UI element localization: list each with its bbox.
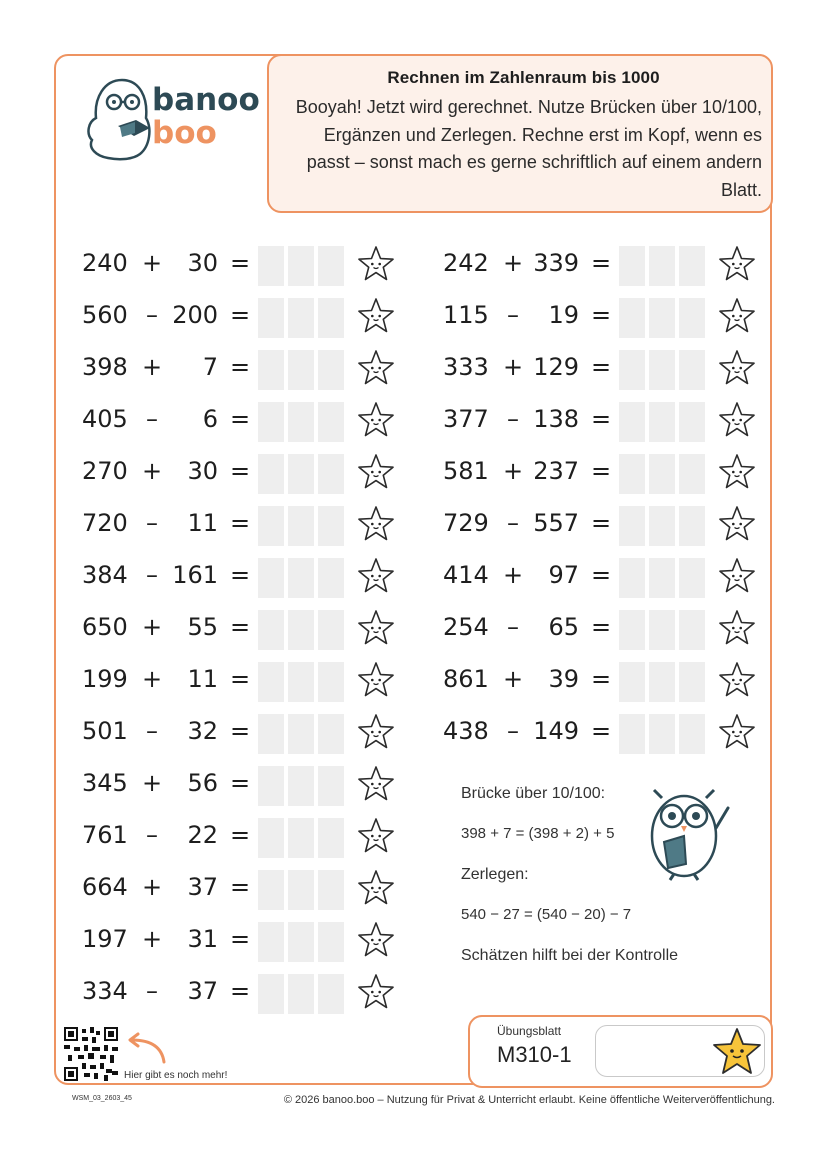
answer-cell-tens[interactable]	[288, 506, 314, 546]
answer-cell-hundreds[interactable]	[619, 506, 645, 546]
equals-sign: =	[591, 405, 612, 433]
answer-cell-tens[interactable]	[649, 558, 675, 598]
answer-cells	[258, 350, 344, 390]
operator: +	[141, 249, 163, 277]
split-hint-title: Zerlegen:	[461, 866, 529, 883]
operand-b: 56	[187, 769, 218, 797]
answer-cell-ones[interactable]	[318, 870, 344, 910]
answer-cell-ones[interactable]	[318, 714, 344, 754]
operand-a: 405	[82, 405, 128, 433]
answer-cell-hundreds[interactable]	[258, 246, 284, 286]
answer-cell-tens[interactable]	[288, 610, 314, 650]
star-check-icon[interactable]	[356, 972, 396, 1012]
operand-b: 11	[187, 665, 218, 693]
estimate-hint: Schätzen hilft bei der Kontrolle	[461, 947, 679, 964]
operand-a: 720	[82, 509, 128, 537]
answer-cell-tens[interactable]	[649, 714, 675, 754]
star-check-icon[interactable]	[717, 452, 757, 492]
answer-cells	[619, 506, 705, 546]
operator: –	[146, 301, 158, 329]
answer-cells	[619, 662, 705, 702]
operand-b: 22	[187, 821, 218, 849]
answer-cell-hundreds[interactable]	[258, 662, 284, 702]
equals-sign: =	[591, 561, 612, 589]
equals-sign: =	[591, 457, 612, 485]
answer-cell-ones[interactable]	[679, 246, 705, 286]
equals-sign: =	[591, 249, 612, 277]
equals-sign: =	[230, 613, 251, 641]
answer-cells	[619, 558, 705, 598]
answer-cells	[258, 298, 344, 338]
answer-cells	[258, 402, 344, 442]
operator: +	[141, 457, 163, 485]
answer-cells	[258, 766, 344, 806]
answer-cells	[258, 454, 344, 494]
operand-a: 729	[443, 509, 489, 537]
instructions-box	[267, 54, 773, 213]
answer-cell-ones[interactable]	[679, 350, 705, 390]
answer-cell-tens[interactable]	[649, 350, 675, 390]
operator: –	[146, 509, 158, 537]
star-check-icon[interactable]	[356, 296, 396, 336]
answer-cell-tens[interactable]	[649, 246, 675, 286]
operand-b: 30	[187, 249, 218, 277]
answer-cell-tens[interactable]	[649, 610, 675, 650]
operand-b: 557	[533, 509, 579, 537]
operand-a: 861	[443, 665, 489, 693]
answer-cell-hundreds[interactable]	[258, 714, 284, 754]
operand-a: 384	[82, 561, 128, 589]
operand-a: 398	[82, 353, 128, 381]
operand-b: 129	[533, 353, 579, 381]
equals-sign: =	[230, 717, 251, 745]
answer-cell-hundreds[interactable]	[258, 974, 284, 1014]
operand-a: 334	[82, 977, 128, 1005]
equals-sign: =	[591, 509, 612, 537]
answer-cell-hundreds[interactable]	[258, 558, 284, 598]
operand-a: 199	[82, 665, 128, 693]
bridge-hint-title: Brücke über 10/100:	[461, 785, 606, 802]
equals-sign: =	[230, 353, 251, 381]
answer-cells	[258, 870, 344, 910]
operand-a: 254	[443, 613, 489, 641]
operand-b: 6	[202, 405, 218, 433]
star-check-icon[interactable]	[717, 504, 757, 544]
operator: +	[502, 353, 524, 381]
equals-sign: =	[591, 613, 612, 641]
answer-cell-hundreds[interactable]	[619, 662, 645, 702]
answer-cell-tens[interactable]	[288, 662, 314, 702]
answer-cell-hundreds[interactable]	[619, 610, 645, 650]
star-check-icon[interactable]	[356, 608, 396, 648]
operand-b: 7	[202, 353, 218, 381]
operand-b: 200	[172, 301, 218, 329]
operator: +	[502, 457, 524, 485]
operand-b: 37	[187, 873, 218, 901]
operator: –	[507, 509, 519, 537]
answer-cell-hundreds[interactable]	[619, 350, 645, 390]
operator: –	[507, 613, 519, 641]
operand-b: 149	[533, 717, 579, 745]
worksheet-title: Rechnen im Zahlenraum bis 1000	[387, 68, 660, 87]
answer-cell-hundreds[interactable]	[258, 454, 284, 494]
operand-b: 55	[187, 613, 218, 641]
answer-cell-hundreds[interactable]	[258, 506, 284, 546]
answer-cell-hundreds[interactable]	[258, 402, 284, 442]
star-check-icon[interactable]	[717, 712, 757, 752]
star-check-icon[interactable]	[717, 244, 757, 284]
qr-note: Hier gibt es noch mehr!	[124, 1070, 228, 1081]
answer-cell-ones[interactable]	[318, 402, 344, 442]
operand-b: 39	[548, 665, 579, 693]
answer-cell-ones[interactable]	[679, 662, 705, 702]
operand-a: 197	[82, 925, 128, 953]
answer-cell-ones[interactable]	[679, 714, 705, 754]
equals-sign: =	[230, 405, 251, 433]
answer-cell-tens[interactable]	[288, 246, 314, 286]
star-check-icon[interactable]	[356, 920, 396, 960]
operand-a: 650	[82, 613, 128, 641]
equals-sign: =	[230, 821, 251, 849]
operand-b: 11	[187, 509, 218, 537]
answer-cell-tens[interactable]	[649, 662, 675, 702]
operand-a: 414	[443, 561, 489, 589]
answer-cells	[258, 922, 344, 962]
answer-cells	[258, 558, 344, 598]
equals-sign: =	[230, 769, 251, 797]
answer-cells	[619, 350, 705, 390]
star-check-icon[interactable]	[356, 452, 396, 492]
answer-cell-ones[interactable]	[318, 246, 344, 286]
answer-cell-ones[interactable]	[679, 610, 705, 650]
operand-a: 242	[443, 249, 489, 277]
footer-code: WSM_03_2603_45	[72, 1095, 132, 1102]
operand-b: 237	[533, 457, 579, 485]
brand-line-2: boo	[152, 115, 217, 151]
answer-cell-tens[interactable]	[288, 766, 314, 806]
answer-cell-hundreds[interactable]	[258, 922, 284, 962]
operator: –	[146, 717, 158, 745]
answer-cell-ones[interactable]	[318, 922, 344, 962]
answer-cells	[258, 974, 344, 1014]
instructions-text: Booyah! Jetzt wird gerechnet. Nutze Brücken über 10/100, Ergänzen und Zerlegen. Rechne erst im Kopf, wenn es passt – sonst mach es gerne schriftlich auf einem andern Blatt.	[295, 97, 762, 200]
equals-sign: =	[591, 301, 612, 329]
answer-cell-ones[interactable]	[318, 818, 344, 858]
answer-cell-tens[interactable]	[288, 558, 314, 598]
equals-sign: =	[230, 925, 251, 953]
star-check-icon[interactable]	[356, 660, 396, 700]
answer-cell-ones[interactable]	[318, 506, 344, 546]
equals-sign: =	[591, 717, 612, 745]
equals-sign: =	[230, 873, 251, 901]
answer-cells	[619, 610, 705, 650]
star-check-icon[interactable]	[356, 504, 396, 544]
answer-cell-hundreds[interactable]	[619, 454, 645, 494]
answer-cell-tens[interactable]	[288, 298, 314, 338]
answer-cells	[619, 298, 705, 338]
brand-wordmark	[152, 84, 260, 150]
operand-a: 664	[82, 873, 128, 901]
answer-cells	[619, 714, 705, 754]
operand-a: 560	[82, 301, 128, 329]
operator: +	[141, 925, 163, 953]
operand-a: 345	[82, 769, 128, 797]
answer-cell-hundreds[interactable]	[619, 402, 645, 442]
answer-cell-ones[interactable]	[679, 298, 705, 338]
operand-b: 31	[187, 925, 218, 953]
star-check-icon[interactable]	[717, 660, 757, 700]
operator: +	[141, 665, 163, 693]
answer-cell-tens[interactable]	[649, 506, 675, 546]
equals-sign: =	[230, 665, 251, 693]
operator: +	[141, 613, 163, 641]
answer-cells	[619, 402, 705, 442]
answer-cell-tens[interactable]	[288, 402, 314, 442]
answer-cell-ones[interactable]	[318, 766, 344, 806]
answer-cell-ones[interactable]	[679, 558, 705, 598]
answer-cell-ones[interactable]	[318, 454, 344, 494]
equals-sign: =	[230, 301, 251, 329]
answer-cells	[619, 246, 705, 286]
answer-cell-ones[interactable]	[318, 974, 344, 1014]
equals-sign: =	[230, 561, 251, 589]
star-check-icon[interactable]	[356, 348, 396, 388]
answer-cell-hundreds[interactable]	[619, 714, 645, 754]
star-check-icon[interactable]	[717, 608, 757, 648]
star-check-icon[interactable]	[717, 556, 757, 596]
operand-b: 37	[187, 977, 218, 1005]
operand-b: 32	[187, 717, 218, 745]
operator: –	[507, 717, 519, 745]
answer-cell-ones[interactable]	[318, 350, 344, 390]
answer-cell-hundreds[interactable]	[619, 246, 645, 286]
answer-cell-hundreds[interactable]	[619, 558, 645, 598]
answer-cells	[619, 454, 705, 494]
operand-b: 30	[187, 457, 218, 485]
equals-sign: =	[230, 457, 251, 485]
operator: +	[141, 769, 163, 797]
answer-cell-hundreds[interactable]	[258, 350, 284, 390]
star-check-icon[interactable]	[356, 712, 396, 752]
operand-a: 761	[82, 821, 128, 849]
footer-copyright: © 2026 banoo.boo – Nutzung für Privat & Unterricht erlaubt. Keine öffentliche Weiterveröffentlichung.	[283, 1094, 775, 1106]
operator: –	[146, 561, 158, 589]
sheet-label: Übungsblatt	[497, 1024, 562, 1038]
operand-a: 438	[443, 717, 489, 745]
answer-cell-ones[interactable]	[318, 298, 344, 338]
answer-cell-tens[interactable]	[288, 922, 314, 962]
star-check-icon[interactable]	[356, 244, 396, 284]
operand-b: 138	[533, 405, 579, 433]
operand-b: 339	[533, 249, 579, 277]
answer-cell-hundreds[interactable]	[619, 298, 645, 338]
answer-cell-ones[interactable]	[318, 610, 344, 650]
answer-cell-tens[interactable]	[288, 818, 314, 858]
star-reward-icon	[710, 1026, 764, 1076]
operand-a: 377	[443, 405, 489, 433]
equals-sign: =	[591, 665, 612, 693]
answer-cell-tens[interactable]	[649, 298, 675, 338]
operand-a: 240	[82, 249, 128, 277]
answer-cell-hundreds[interactable]	[258, 870, 284, 910]
operand-a: 581	[443, 457, 489, 485]
operator: –	[507, 301, 519, 329]
answer-cell-ones[interactable]	[318, 558, 344, 598]
answer-cell-tens[interactable]	[288, 714, 314, 754]
bridge-hint-example: 398 + 7 = (398 + 2) + 5	[461, 825, 615, 842]
operator: –	[146, 821, 158, 849]
equals-sign: =	[230, 509, 251, 537]
operator: +	[141, 353, 163, 381]
operator: +	[502, 249, 524, 277]
operator: +	[502, 561, 524, 589]
brand-line-1: banoo	[152, 82, 260, 118]
star-check-icon[interactable]	[356, 764, 396, 804]
answer-cell-ones[interactable]	[679, 402, 705, 442]
split-hint-example: 540 − 27 = (540 − 20) − 7	[461, 906, 632, 923]
operator: –	[146, 405, 158, 433]
owl-reading-icon	[636, 778, 740, 882]
operator: –	[507, 405, 519, 433]
answer-cell-tens[interactable]	[649, 454, 675, 494]
curved-arrow-icon	[122, 1032, 170, 1068]
operand-b: 97	[548, 561, 579, 589]
answer-cell-tens[interactable]	[288, 870, 314, 910]
operand-a: 270	[82, 457, 128, 485]
answer-cell-hundreds[interactable]	[258, 298, 284, 338]
operator: +	[502, 665, 524, 693]
operand-a: 501	[82, 717, 128, 745]
answer-cell-hundreds[interactable]	[258, 766, 284, 806]
answer-cell-tens[interactable]	[649, 402, 675, 442]
answer-cell-ones[interactable]	[679, 454, 705, 494]
answer-cells	[258, 246, 344, 286]
answer-cells	[258, 506, 344, 546]
operand-a: 115	[443, 301, 489, 329]
answer-cell-hundreds[interactable]	[258, 610, 284, 650]
answer-cell-ones[interactable]	[318, 662, 344, 702]
operand-b: 65	[548, 613, 579, 641]
star-check-icon[interactable]	[356, 400, 396, 440]
equals-sign: =	[591, 353, 612, 381]
operator: +	[141, 873, 163, 901]
star-check-icon[interactable]	[717, 400, 757, 440]
qr-code-icon[interactable]	[64, 1027, 118, 1081]
operand-b: 19	[548, 301, 579, 329]
star-check-icon[interactable]	[356, 816, 396, 856]
operator: –	[146, 977, 158, 1005]
answer-cell-ones[interactable]	[679, 506, 705, 546]
answer-cell-tens[interactable]	[288, 454, 314, 494]
answer-cells	[258, 714, 344, 754]
operand-a: 333	[443, 353, 489, 381]
star-check-icon[interactable]	[356, 868, 396, 908]
equals-sign: =	[230, 249, 251, 277]
star-check-icon[interactable]	[356, 556, 396, 596]
answer-cells	[258, 818, 344, 858]
answer-cell-tens[interactable]	[288, 974, 314, 1014]
answer-cells	[258, 610, 344, 650]
answer-cell-hundreds[interactable]	[258, 818, 284, 858]
sheet-code: M310-1	[497, 1042, 572, 1067]
star-check-icon[interactable]	[717, 348, 757, 388]
answer-cells	[258, 662, 344, 702]
operand-b: 161	[172, 561, 218, 589]
equals-sign: =	[230, 977, 251, 1005]
answer-cell-tens[interactable]	[288, 350, 314, 390]
star-check-icon[interactable]	[717, 296, 757, 336]
